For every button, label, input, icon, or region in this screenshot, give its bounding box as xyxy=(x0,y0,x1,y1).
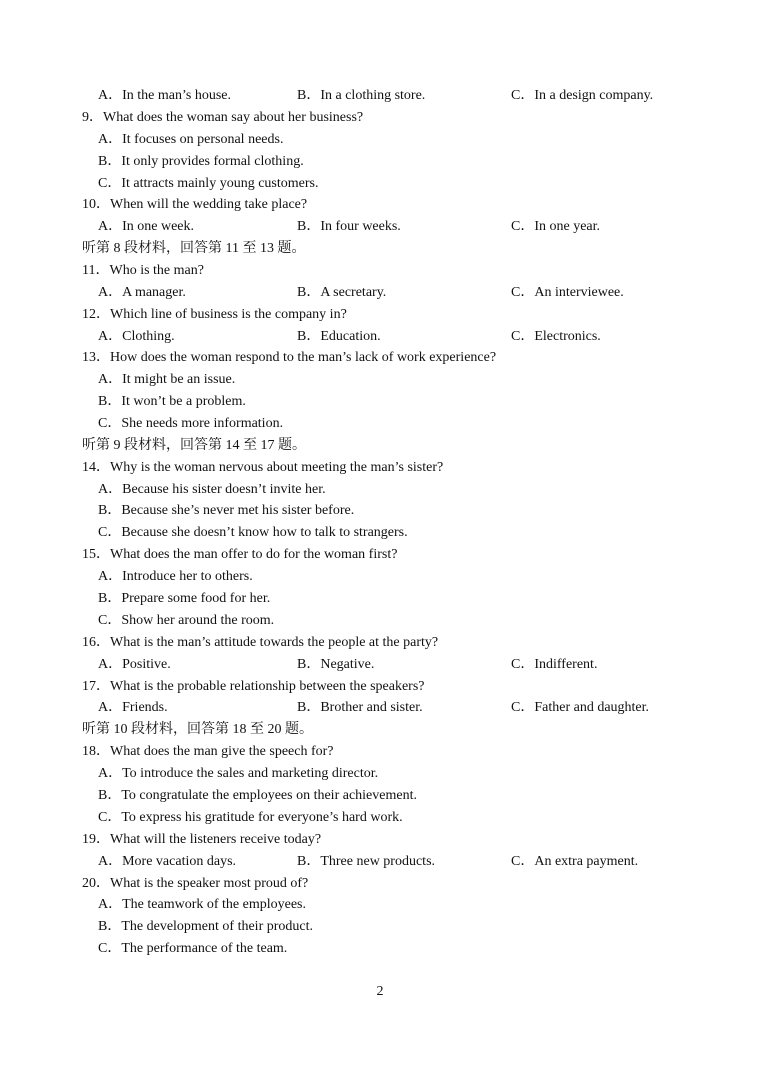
q9-option-b: B．It only provides formal clothing. xyxy=(98,154,304,169)
q18-option-b: B．To congratulate the employees on their achievement. xyxy=(98,788,417,803)
q13-option-b: B．It won’t be a problem. xyxy=(98,394,246,409)
q20-stem: 20．What is the speaker most proud of? xyxy=(82,876,309,891)
q16-options-row xyxy=(0,654,760,675)
q16-option-a: A．Positive. xyxy=(98,657,171,672)
q17-option-c: C．Father and daughter. xyxy=(511,700,650,715)
q17-options-row xyxy=(0,697,760,718)
q11-stem: 11．Who is the man? xyxy=(82,263,204,278)
q16-stem: 16．What is the man’s attitude towards the people at the party? xyxy=(82,635,439,650)
q11-option-b: B．A secretary. xyxy=(297,285,387,300)
q9-stem: 9．What does the woman say about her business? xyxy=(82,110,364,125)
q17-option-a: A．Friends. xyxy=(98,700,168,715)
q10-option-c: C．In one year. xyxy=(511,219,601,234)
q12-option-c: C．Electronics. xyxy=(511,329,601,344)
q15-option-b: B．Prepare some food for her. xyxy=(98,591,271,606)
q9-option-a: A．It focuses on personal needs. xyxy=(98,132,284,147)
q17-stem: 17．What is the probable relationship between the speakers? xyxy=(82,679,425,694)
q12-option-a: A．Clothing. xyxy=(98,329,175,344)
q8-options-row xyxy=(0,85,760,106)
q14-option-a: A．Because his sister doesn’t invite her. xyxy=(98,482,326,497)
page-number: 2 xyxy=(376,984,384,999)
q10-options-row xyxy=(0,216,760,237)
q19-option-b: B．Three new products. xyxy=(297,854,436,869)
q10-option-b: B．In four weeks. xyxy=(297,219,401,234)
section-9-instruction: 听第 9 段材料，回答第 14 至 17 题。 xyxy=(82,438,306,453)
q15-option-a: A．Introduce her to others. xyxy=(98,569,253,584)
q14-option-c: C．Because she doesn’t know how to talk to strangers. xyxy=(98,525,408,540)
q13-option-a: A．It might be an issue. xyxy=(98,372,236,387)
q11-options-row xyxy=(0,282,760,303)
q18-option-c: C．To express his gratitude for everyone’s hard work. xyxy=(98,810,403,825)
q20-option-a: A．The teamwork of the employees. xyxy=(98,897,306,912)
q11-option-c: C．An interviewee. xyxy=(511,285,624,300)
q12-options-row xyxy=(0,326,760,347)
q12-option-b: B．Education. xyxy=(297,329,381,344)
q17-option-b: B．Brother and sister. xyxy=(297,700,423,715)
q9-option-c: C．It attracts mainly young customers. xyxy=(98,176,319,191)
q15-option-c: C．Show her around the room. xyxy=(98,613,275,628)
q19-stem: 19．What will the listeners receive today? xyxy=(82,832,322,847)
section-8-instruction: 听第 8 段材料，回答第 11 至 13 题。 xyxy=(82,241,306,256)
q18-option-a: A．To introduce the sales and marketing director. xyxy=(98,766,379,781)
q14-option-b: B．Because she’s never met his sister before. xyxy=(98,503,355,518)
q19-options-row xyxy=(0,851,760,872)
q10-stem: 10．When will the wedding take place? xyxy=(82,197,308,212)
q13-stem: 13．How does the woman respond to the man’s lack of work experience? xyxy=(82,350,497,365)
q11-option-a: A．A manager. xyxy=(98,285,186,300)
section-10-instruction: 听第 10 段材料，回答第 18 至 20 题。 xyxy=(82,722,313,737)
q8-option-c: C．In a design company. xyxy=(511,88,654,103)
q19-option-c: C．An extra payment. xyxy=(511,854,639,869)
q20-option-b: B．The development of their product. xyxy=(98,919,313,934)
q16-option-b: B．Negative. xyxy=(297,657,375,672)
q16-option-c: C．Indifferent. xyxy=(511,657,598,672)
q8-option-a: A．In the man’s house. xyxy=(98,88,231,103)
q15-stem: 15．What does the man offer to do for the woman first? xyxy=(82,547,398,562)
q13-option-c: C．She needs more information. xyxy=(98,416,284,431)
q14-stem: 14．Why is the woman nervous about meeting the man’s sister? xyxy=(82,460,444,475)
q18-stem: 18．What does the man give the speech for? xyxy=(82,744,334,759)
q8-option-b: B．In a clothing store. xyxy=(297,88,426,103)
q10-option-a: A．In one week. xyxy=(98,219,195,234)
q12-stem: 12．Which line of business is the company in? xyxy=(82,307,347,322)
q20-option-c: C．The performance of the team. xyxy=(98,941,288,956)
q19-option-a: A．More vacation days. xyxy=(98,854,237,869)
